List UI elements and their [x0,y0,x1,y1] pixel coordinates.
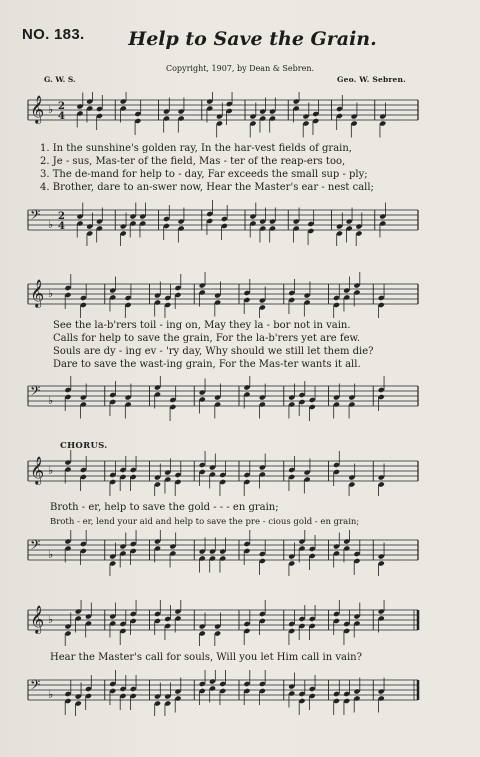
chorus-line-1: Broth - er, help to save the gold - - - en grain; [50,502,279,513]
time-signature-top: 2 [58,211,65,222]
bass-clef-icon: 𝄢 [30,383,41,402]
time-signature-bottom: 4 [58,221,65,232]
flat-icon: ♭ [48,394,54,407]
time-signature-top: 2 [58,101,65,112]
copyright-notice: Copyright, 1907, by Dean & Sebren. [165,64,315,73]
flat-icon: ♭ [48,103,54,116]
bass-staff-2 [26,376,422,422]
treble-staff-2 [26,272,422,318]
flat-icon: ♭ [48,548,54,561]
treble-staff-3 [26,450,422,496]
treble-clef-icon: 𝄞 [30,95,45,123]
bass-staff-1 [26,200,422,246]
bass-staff-4 [26,670,422,716]
lyricist-credit: G. W. S. [44,75,76,84]
flat-icon: ♭ [48,218,54,231]
flat-icon: ♭ [48,287,54,300]
chorus-line-2: Broth - er, lend your aid and help to save the pre - cious gold - en grain; [50,517,360,527]
verse-1-line-2: See the la-b'rers toil - ing on, May they la - bor not in vain. [53,320,351,331]
hymn-title-text: Help to Save the Grain. [128,28,377,50]
treble-staff-4 [26,600,422,646]
hymn-title [0,28,480,50]
composer-credit: Geo. W. Sebren. [337,75,406,84]
bass-staff-3 [26,530,422,576]
bass-clef-icon: 𝄢 [30,207,41,226]
time-signature-bottom: 4 [58,111,65,122]
verse-2-line-1: 2. Je - sus, Mas-ter of the field, Mas - ter of the reap-ers too, [40,156,346,167]
chorus-line-3: Hear the Master's call for souls, Will you let Him call in vain? [50,652,362,663]
hymn-number: NO. 183. [22,26,85,43]
bass-clef-icon: 𝄢 [30,537,41,556]
treble-clef-icon: 𝄞 [30,279,45,307]
verse-4-line-1: 4. Brother, dare to an-swer now, Hear the Master's ear - nest call; [40,182,374,193]
verse-4-line-2: Dare to save the wast-ing grain, For the Mas-ter wants it all. [53,359,361,370]
treble-clef-icon: 𝄞 [30,456,45,484]
chorus-label: CHORUS. [60,441,108,451]
bass-clef-icon: 𝄢 [30,677,41,696]
treble-staff-1 [26,92,422,138]
verse-3-line-2: Souls are dy - ing ev - 'ry day, Why should we still let them die? [53,346,374,357]
flat-icon: ♭ [48,464,54,477]
verse-2-line-2: Calls for help to save the grain, For the la-b'rers yet are few. [53,333,361,344]
verse-3-line-1: 3. The de-mand for help to - day, Far exceeds the small sup - ply; [40,169,368,180]
treble-clef-icon: 𝄞 [30,605,45,633]
verse-1-line-1: 1. In the sunshine's golden ray, In the har-vest fields of grain, [40,143,352,154]
flat-icon: ♭ [48,688,54,701]
flat-icon: ♭ [48,613,54,626]
